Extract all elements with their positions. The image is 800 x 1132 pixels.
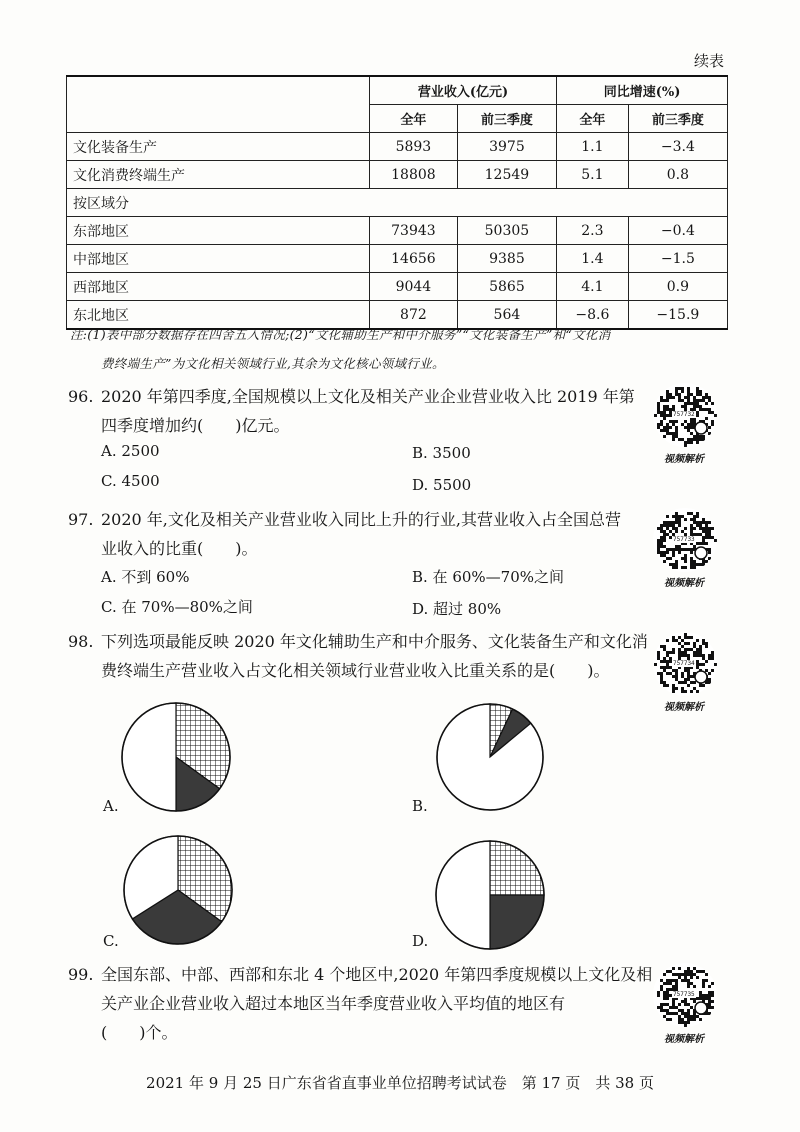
row-label: 东部地区 (67, 217, 370, 245)
cell: 18808 (370, 161, 458, 189)
cell: 14656 (370, 245, 458, 273)
cell: 5.1 (557, 161, 629, 189)
cell: 872 (370, 301, 458, 330)
pie-slice-dark (490, 709, 531, 757)
section-label: 按区域分 (67, 189, 728, 217)
table-row (67, 133, 728, 161)
table-section-row (67, 189, 728, 217)
cell: 564 (457, 301, 556, 330)
pie-slice-dark (132, 890, 221, 944)
cell: −15.9 (628, 301, 727, 330)
option-c[interactable]: C. 在 70%—80%之间 (101, 598, 253, 616)
table-row (67, 217, 728, 245)
cell: 0.8 (628, 161, 727, 189)
question-text: 关产业企业营业收入超过本地区当年季度营业收入平均值的地区有 (101, 994, 566, 1013)
cell: 73943 (370, 217, 458, 245)
pie-slice-white (122, 703, 176, 811)
row-label: 东北地区 (67, 301, 370, 330)
question-96 (68, 382, 668, 440)
option-a[interactable]: A. 2500 (101, 442, 160, 460)
qr-id: 757733 (673, 536, 695, 543)
subheader-cell: 全年 (557, 105, 629, 133)
qr-id: 757732 (673, 411, 695, 418)
table-group-header-row (67, 76, 728, 105)
pie-slice-white (436, 841, 490, 949)
question-text: 2020 年第四季度,全国规模以上文化及相关产业企业营业收入比 2019 年第 (101, 387, 635, 406)
cell: 5893 (370, 133, 458, 161)
header-growth: 同比增速(%) (557, 76, 728, 105)
pie-slice-grid (490, 704, 513, 757)
table-note-line-2: 费终端生产”为文化相关领域行业,其余为文化核心领域行业。 (101, 356, 445, 371)
continued-label: 续表 (693, 52, 724, 70)
pie-slice-grid (176, 703, 230, 789)
option-d[interactable]: D. 超过 80% (412, 600, 502, 618)
qr-caption: 视频解析 (664, 702, 704, 713)
qr-id: 757735 (673, 991, 695, 998)
pie-option-d-label[interactable]: D. (412, 932, 429, 950)
qr-caption: 视频解析 (664, 1034, 704, 1045)
question-text: 业收入的比重( )。 (101, 539, 258, 558)
option-a[interactable]: A. 不到 60% (101, 568, 190, 586)
pie-outline (436, 841, 544, 949)
cell: 1.1 (557, 133, 629, 161)
cell: 2.3 (557, 217, 629, 245)
question-number: 96. (68, 387, 94, 406)
question-text: 全国东部、中部、西部和东北 4 个地区中,2020 年第四季度规模以上文化及相 (101, 965, 653, 984)
option-b[interactable]: B. 在 60%—70%之间 (412, 568, 565, 586)
question-98 (68, 627, 668, 685)
cell: 9385 (457, 245, 556, 273)
page-footer: 2021 年 9 月 25 日广东省省直事业单位招聘考试试卷 第 17 页 共 38 页 (146, 1074, 654, 1092)
data-table (66, 75, 728, 330)
cell: 5865 (457, 273, 556, 301)
table-note-line-1: 注:(1)表中部分数据存在四舍五入情况;(2)“文化辅助生产和中介服务”“文化装备生产”和“文化消 (70, 327, 611, 342)
cell: 0.9 (628, 273, 727, 301)
cell: −0.4 (628, 217, 727, 245)
subheader-cell: 前三季度 (628, 105, 727, 133)
question-text: 下列选项最能反映 2020 年文化辅助生产和中介服务、文化装备生产和文化消 (101, 632, 648, 651)
cell: 4.1 (557, 273, 629, 301)
cell: 3975 (457, 133, 556, 161)
pie-slice-grid (490, 841, 544, 895)
pie-chart (437, 704, 543, 810)
table-row (67, 245, 728, 273)
subheader-cell: 全年 (370, 105, 458, 133)
cell: −8.6 (557, 301, 629, 330)
question-99 (68, 960, 668, 1047)
question-number: 99. (68, 965, 94, 984)
pie-chart (124, 836, 232, 944)
question-text: 费终端生产营业收入占文化相关领域行业营业收入比重关系的是( )。 (101, 661, 610, 680)
cell: −1.5 (628, 245, 727, 273)
cell: 1.4 (557, 245, 629, 273)
pie-option-b-label[interactable]: B. (412, 797, 428, 815)
question-number: 97. (68, 510, 94, 529)
table-corner-cell (67, 76, 370, 133)
question-text: 2020 年,文化及相关产业营业收入同比上升的行业,其营业收入占全国总营 (101, 510, 621, 529)
pie-slice-grid (178, 836, 232, 922)
pie-option-a-label[interactable]: A. (103, 797, 119, 815)
question-number: 98. (68, 632, 94, 651)
pie-outline (437, 704, 543, 810)
row-label: 文化消费终端生产 (67, 161, 370, 189)
pie-chart (436, 841, 544, 949)
row-label: 中部地区 (67, 245, 370, 273)
cell: 12549 (457, 161, 556, 189)
question-text: 四季度增加约( )亿元。 (101, 416, 290, 435)
pie-chart (122, 703, 230, 811)
table-row (67, 273, 728, 301)
row-label: 文化装备生产 (67, 133, 370, 161)
option-d[interactable]: D. 5500 (412, 476, 472, 494)
qr-id: 757734 (673, 660, 695, 667)
cell: −3.4 (628, 133, 727, 161)
header-revenue: 营业收入(亿元) (370, 76, 557, 105)
option-c[interactable]: C. 4500 (101, 472, 160, 490)
question-text: ( )个。 (101, 1023, 178, 1042)
qr-caption: 视频解析 (664, 454, 704, 465)
pie-slice-white (124, 836, 178, 919)
pie-option-c-label[interactable]: C. (103, 932, 119, 950)
row-label: 西部地区 (67, 273, 370, 301)
cell: 50305 (457, 217, 556, 245)
table-row (67, 161, 728, 189)
qr-caption: 视频解析 (664, 578, 704, 589)
cell: 9044 (370, 273, 458, 301)
question-97 (68, 505, 668, 563)
pie-outline (122, 703, 230, 811)
pie-outline (124, 836, 232, 944)
option-b[interactable]: B. 3500 (412, 444, 471, 462)
pie-slice-white (437, 704, 543, 810)
subheader-cell: 前三季度 (457, 105, 556, 133)
pie-slice-dark (490, 895, 544, 949)
pie-slice-dark (176, 757, 220, 811)
